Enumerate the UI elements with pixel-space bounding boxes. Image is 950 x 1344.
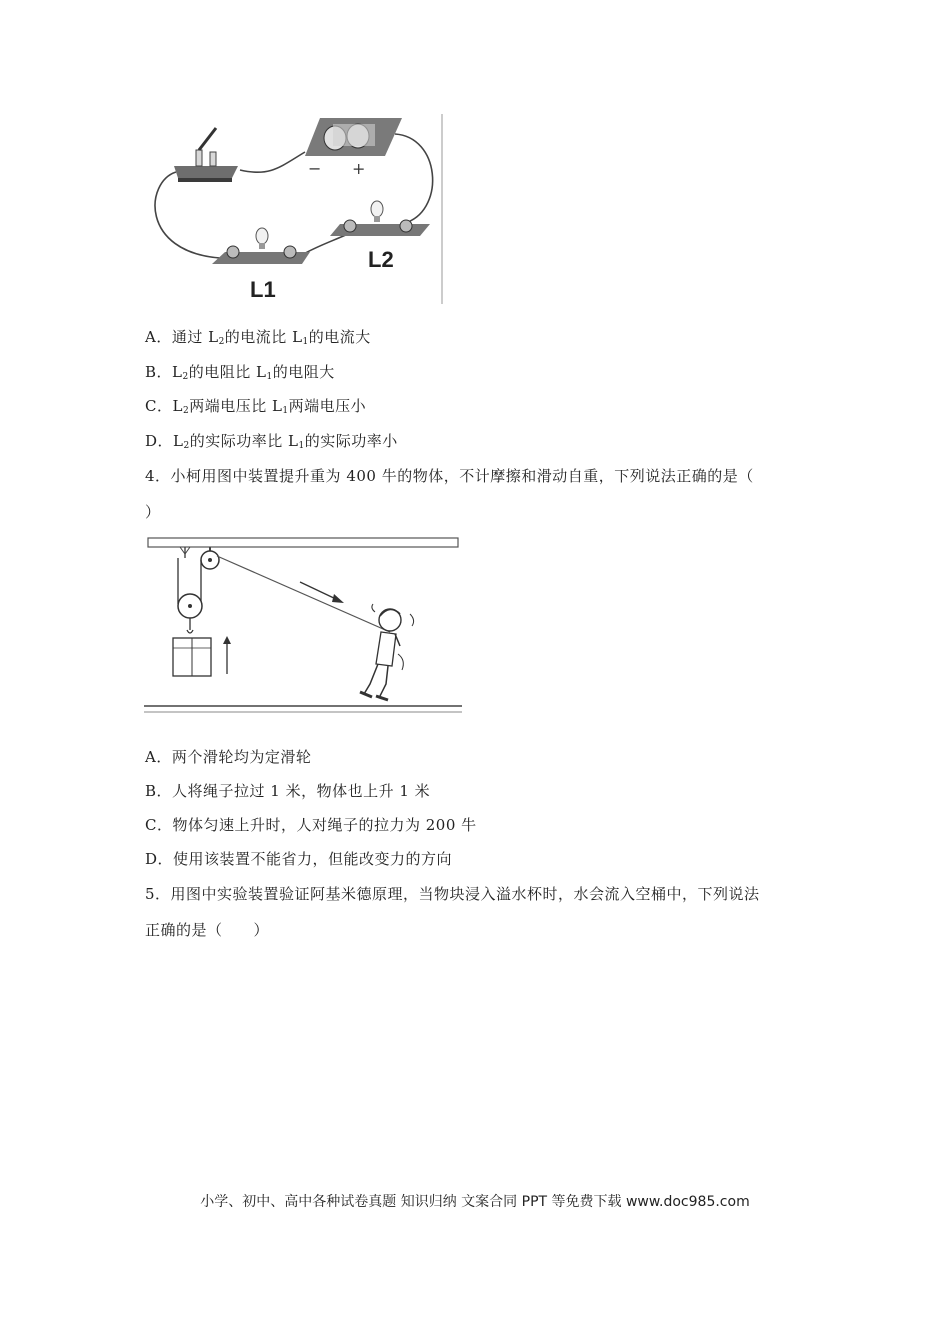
- q3-option-c-text: C．L: [145, 397, 183, 415]
- weight-box-icon: [173, 638, 211, 676]
- q3-option-b: [145, 362, 335, 387]
- q3-option-d-text3: 的实际功率小: [304, 432, 398, 450]
- q3-option-b-text2: 的电阻比 L: [188, 363, 267, 381]
- q3-option-c-sub1: 2: [182, 406, 190, 416]
- q3-option-c-sub2: 1: [282, 406, 289, 416]
- lamp-l1-label: L1: [250, 277, 276, 302]
- q3-option-c: [145, 396, 366, 421]
- q4-option-a: A．两个滑轮均为定滑轮: [145, 748, 312, 766]
- q4-stem-line2: ）: [145, 503, 161, 521]
- page-footer: 小学、初中、高中各种试卷真题 知识归纳 文案合同 PPT 等免费下载 www.doc985.com: [200, 1194, 750, 1210]
- q3-option-a-text3: 的电流大: [308, 328, 371, 346]
- q3-option-b-sub2: 1: [266, 372, 273, 382]
- q3-option-a-sub1: 2: [218, 337, 225, 347]
- q3-option-d-sub2: 1: [298, 441, 305, 451]
- battery-plus-label: +: [352, 159, 366, 178]
- q3-option-d: [145, 431, 398, 456]
- q3-option-b-text3: 的电阻大: [272, 363, 335, 381]
- q4-option-b: B．人将绳子拉过 1 米，物体也上升 1 米: [145, 782, 431, 800]
- pulley-figure: [140, 534, 466, 716]
- q3-option-d-sub1: 2: [183, 441, 190, 451]
- q5-stem-line1: 5．用图中实验装置验证阿基米德原理，当物块浸入溢水杯时，水会流入空桶中，下列说法: [145, 885, 760, 903]
- q3-option-a-text: A．通过 L: [145, 328, 219, 346]
- q3-option-d-text: D．L: [145, 432, 184, 450]
- battery-icon: [305, 118, 402, 156]
- q3-option-a: [145, 327, 371, 352]
- q4-option-d: D．使用该装置不能省力，但能改变力的方向: [145, 850, 453, 868]
- circuit-figure: [140, 112, 450, 307]
- q3-option-a-sub2: 1: [302, 337, 309, 347]
- lamp-l2-label: L2: [368, 247, 394, 272]
- q3-option-c-text2: 两端电压比 L: [189, 397, 283, 415]
- q5-stem-line2: 正确的是（ ）: [145, 921, 270, 939]
- q3-option-c-text3: 两端电压小: [288, 397, 367, 415]
- q4-stem-line1: 4．小柯用图中装置提升重为 400 牛的物体，不计摩擦和滑动自重，下列说法正确的是（: [145, 467, 754, 485]
- q3-option-d-text2: 的实际功率比 L: [189, 432, 299, 450]
- q4-option-c: C．物体匀速上升时，人对绳子的拉力为 200 牛: [145, 816, 477, 834]
- q3-option-b-sub1: 2: [182, 372, 189, 382]
- q3-option-a-text2: 的电流比 L: [224, 328, 303, 346]
- q3-option-b-text: B．L: [145, 363, 183, 381]
- battery-minus-label: −: [308, 159, 322, 178]
